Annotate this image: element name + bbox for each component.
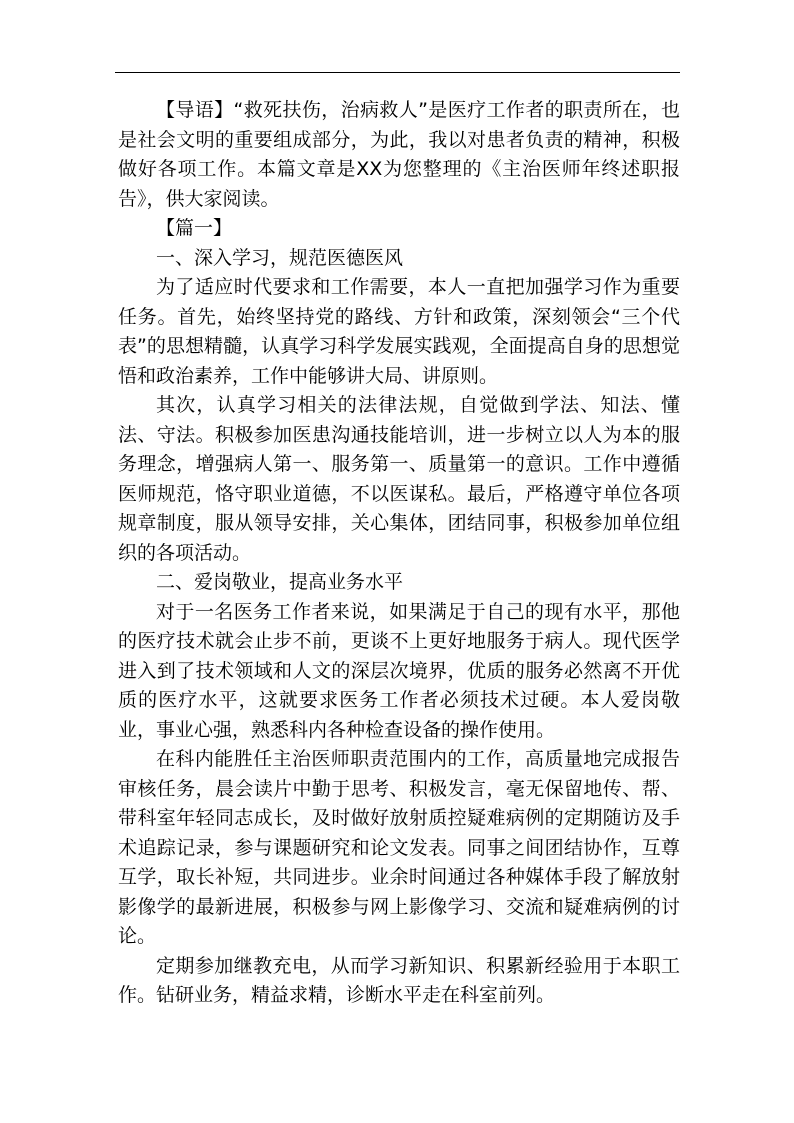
subheading-study: 一、深入学习，规范医德医风 bbox=[156, 246, 404, 269]
intro-paragraph: 【导语】“救死扶伤，治病救人”是医疗工作者的职责所在，也是社会文明的重要组成部分，为此，我以对患者负责的精神，积极做好各项工作。本篇文章是XX为您整理的《主治医师年终述职报告》，供大家阅读。 bbox=[118, 99, 680, 210]
body-paragraph: 在科内能胜任主治医师职责范围内的工作，高质量地完成报告审核任务，晨会读片中勤于思考、积极发言，毫无保留地传、帮、带科室年轻同志成长，及时做好放射质控疑难病例的定期随访及手术追踪记录，参与课题研究和论文发表。同事之间团结协作，互尊互学，取长补短，共同进步。业余时间通过各种媒体手段了解放射影像学的最新进展，积极参与网上影像学习、交流和疑难病例的讨论。 bbox=[118, 748, 680, 947]
document-body bbox=[118, 96, 680, 1011]
header-rule bbox=[115, 72, 680, 73]
subheading-dedication: 二、爱岗敬业，提高业务水平 bbox=[156, 571, 404, 593]
body-paragraph: 为了适应时代要求和工作需要，本人一直把加强学习作为重要任务。首先，始终坚持党的路线、方针和政策，深刻领会“三个代表”的思想精髓，认真学习科学发展实践观，全面提高自身的思想觉悟和政治素养，工作中能够讲大局、讲原则。 bbox=[118, 276, 680, 387]
body-paragraph: 其次，认真学习相关的法律法规，自觉做到学法、知法、懂法、守法。积极参加医患沟通技能培训，进一步树立以人为本的服务理念，增强病人第一、服务第一、质量第一的意识。工作中遵循医师规范，恪守职业道德，不以医谋私。最后，严格遵守单位各项规章制度，服从领导安排，关心集体，团结同事，积极参加单位组织的各项活动。 bbox=[118, 394, 680, 564]
body-paragraph: 对于一名医务工作者来说，如果满足于自己的现有水平，那他的医疗技术就会止步不前，更谈不上更好地服务于病人。现代医学进入到了技术领域和人文的深层次境界，优质的服务必然离不开优质的医疗水平，这就要求医务工作者必须技术过硬。本人爱岗敬业，事业心强，熟悉科内各种检查设备的操作使用。 bbox=[118, 600, 680, 741]
body-paragraph: 定期参加继教充电，从而学习新知识、积累新经验用于本职工作。钻研业务，精益求精，诊断水平走在科室前列。 bbox=[118, 954, 680, 1006]
section-title-part-one: 【篇一】 bbox=[156, 217, 233, 239]
